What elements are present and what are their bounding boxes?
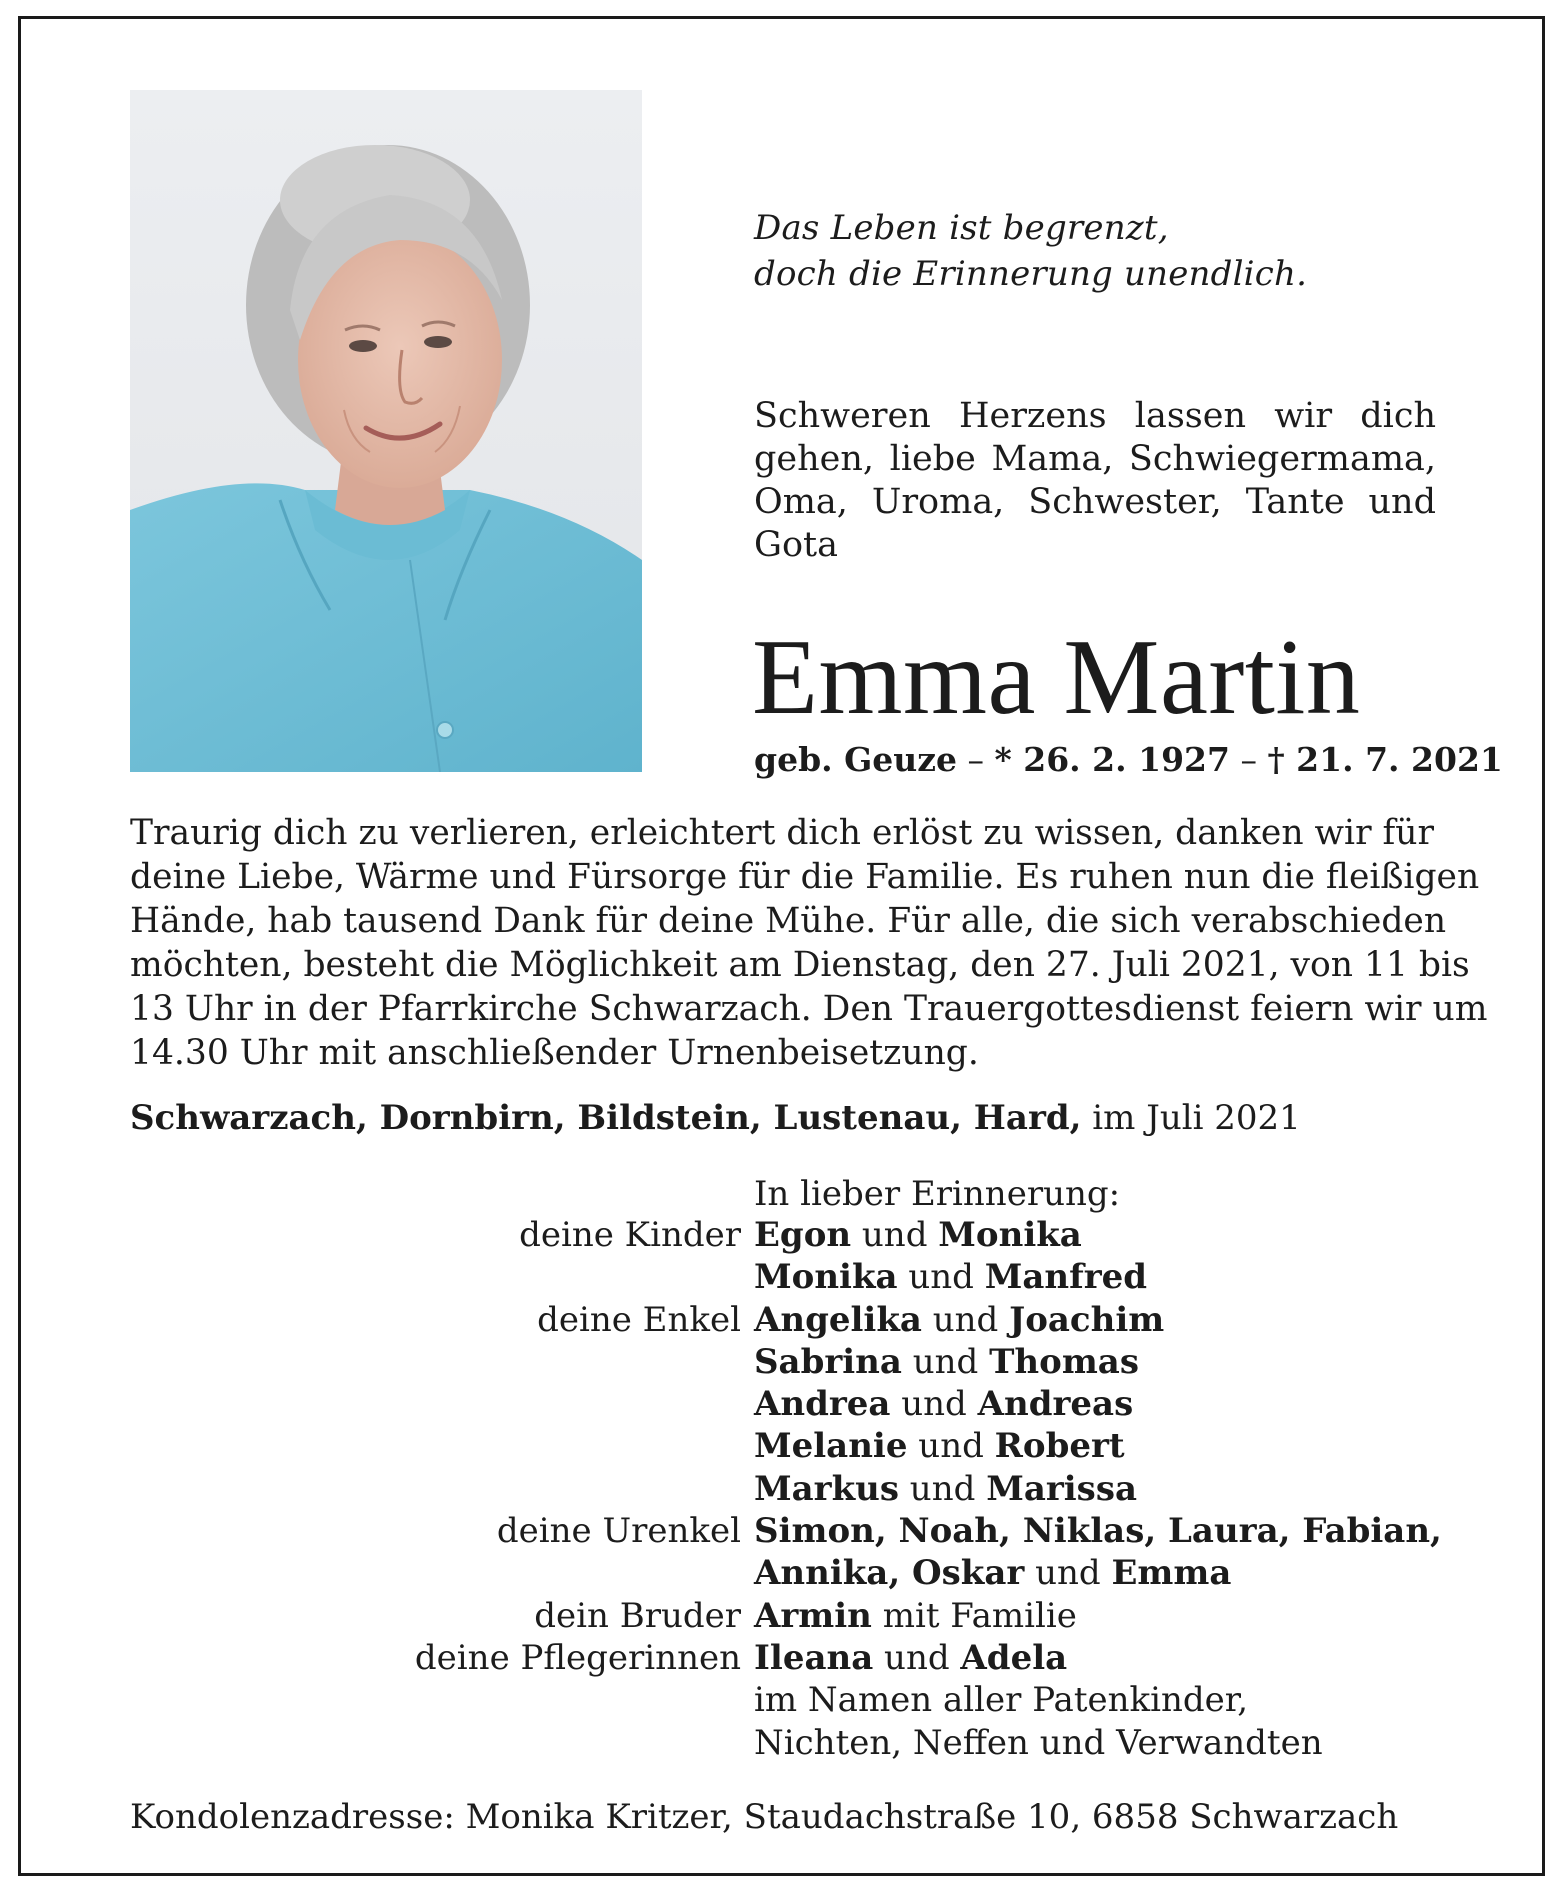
connector-text: im Namen aller Patenkinder,: [754, 1680, 1249, 1721]
relative-names: [754, 1552, 1231, 1594]
relative-name: Robert: [994, 1426, 1125, 1467]
relation-label: deine Urenkel: [496, 1511, 741, 1552]
relative-name: Ileana: [754, 1637, 874, 1678]
memory-heading: In lieber Erinnerung:: [754, 1174, 1121, 1214]
body-line: möchten, besteht die Möglichkeit am Dienstag, den 27. Juli 2021, von 11 bis: [130, 945, 1470, 985]
deceased-name: Emma Martin: [752, 618, 1361, 737]
relative-name: Emma: [1111, 1553, 1232, 1594]
relative-names: [754, 1383, 1133, 1425]
relative-names: [754, 1214, 1082, 1256]
body-line: Traurig dich zu verlieren, erleichtert dich erlöst zu wissen, danken wir für: [130, 813, 1435, 853]
family-row: [0, 1722, 1567, 1764]
motto-line-2: doch die Erinnerung unendlich.: [754, 254, 1308, 294]
death-date: † 21. 7. 2021: [1267, 740, 1503, 779]
connector-text: und: [873, 1637, 961, 1678]
family-row: [0, 1383, 1567, 1425]
relative-name: Manfred: [984, 1257, 1148, 1298]
motto-quote: [754, 205, 1474, 297]
relation-label: deine Pflegerinnen: [414, 1637, 741, 1678]
maiden-name: geb. Geuze: [754, 740, 958, 779]
relative-names: [754, 1510, 1442, 1552]
birth-date: * 26. 2. 1927: [994, 740, 1230, 779]
family-row: [0, 1679, 1567, 1721]
motto-line-1: Das Leben ist begrenzt,: [754, 208, 1169, 248]
relative-name: Andrea: [754, 1384, 891, 1425]
relative-name: Egon: [754, 1215, 852, 1255]
connector-text: und: [921, 1299, 1010, 1340]
connector-text: und: [1024, 1553, 1112, 1594]
family-list: [0, 1214, 1567, 1764]
body-line: 14.30 Uhr mit anschließender Urnenbeisetzung.: [130, 1033, 979, 1073]
relative-name: Sabrina: [754, 1341, 902, 1382]
family-row: [0, 1425, 1567, 1467]
relative-name: Simon, Noah, Niklas, Laura, Fabian,: [754, 1511, 1442, 1552]
relative-names: [754, 1679, 1248, 1721]
relative-names: [754, 1256, 1147, 1298]
family-row: [0, 1595, 1567, 1637]
relation-label: deine Kinder: [519, 1215, 741, 1255]
connector-text: und: [890, 1384, 978, 1425]
relative-name: Marissa: [986, 1468, 1137, 1509]
connector-text: und: [899, 1468, 987, 1509]
obituary-body: [130, 811, 1488, 1075]
relative-names: [754, 1595, 1077, 1637]
relative-name: Angelika: [754, 1299, 922, 1340]
condolence-address: Kondolenzadresse: Monika Kritzer, Staudachstraße 10, 6858 Schwarzach: [130, 1797, 1399, 1837]
relative-names: [754, 1722, 1323, 1764]
notice-date: im Juli 2021: [1081, 1098, 1301, 1138]
places-list: Schwarzach, Dornbirn, Bildstein, Lustenau, Hard,: [130, 1098, 1082, 1138]
date-separator: –: [957, 740, 995, 779]
family-row: [0, 1256, 1567, 1298]
date-separator: –: [1229, 740, 1268, 779]
relative-name: Adela: [960, 1637, 1068, 1678]
relative-name: Armin: [754, 1595, 872, 1636]
connector-text: mit Familie: [871, 1595, 1077, 1636]
relative-name: Melanie: [754, 1426, 908, 1467]
birth-death-dates: [754, 738, 1503, 782]
relative-name: Monika: [754, 1257, 898, 1298]
relative-name: Annika, Oskar: [754, 1553, 1025, 1594]
places-and-date: [130, 1096, 1301, 1140]
family-row: [0, 1468, 1567, 1510]
relative-names: [754, 1299, 1164, 1341]
family-row: [0, 1510, 1567, 1552]
relation-label: deine Enkel: [537, 1299, 741, 1340]
relative-name: Thomas: [989, 1341, 1139, 1382]
connector-text: und: [901, 1341, 990, 1382]
family-row: [0, 1214, 1567, 1256]
relative-names: [754, 1341, 1139, 1383]
intro-text: Schweren Herzens lassen wir dich gehen, liebe Mama, Schwiegermama, Oma, Uroma, Schwester, Tante und Gota: [754, 396, 1436, 565]
connector-text: und: [907, 1426, 995, 1467]
family-row: [0, 1299, 1567, 1341]
family-row: [0, 1637, 1567, 1679]
body-line: 13 Uhr in der Pfarrkirche Schwarzach. Den Trauergottesdienst feiern wir um: [130, 989, 1488, 1029]
relative-names: [754, 1468, 1137, 1510]
body-line: deine Liebe, Wärme und Fürsorge für die Familie. Es ruhen nun die fleißigen: [130, 857, 1480, 897]
relative-name: Andreas: [977, 1384, 1134, 1425]
relative-name: Monika: [938, 1215, 1082, 1255]
body-line: Hände, hab tausend Dank für deine Mühe. Für alle, die sich verabschieden: [130, 901, 1447, 941]
family-row: [0, 1341, 1567, 1383]
connector-text: und: [851, 1215, 939, 1255]
relative-names: [754, 1637, 1067, 1679]
relative-name: Markus: [754, 1468, 899, 1509]
relative-name: Joachim: [1009, 1299, 1165, 1340]
relative-names: [754, 1425, 1125, 1467]
relation-label: dein Bruder: [534, 1595, 741, 1636]
portrait-photo: [130, 90, 642, 772]
connector-text: Nichten, Neffen und Verwandten: [754, 1722, 1323, 1763]
connector-text: und: [897, 1257, 985, 1298]
family-row: [0, 1552, 1567, 1594]
